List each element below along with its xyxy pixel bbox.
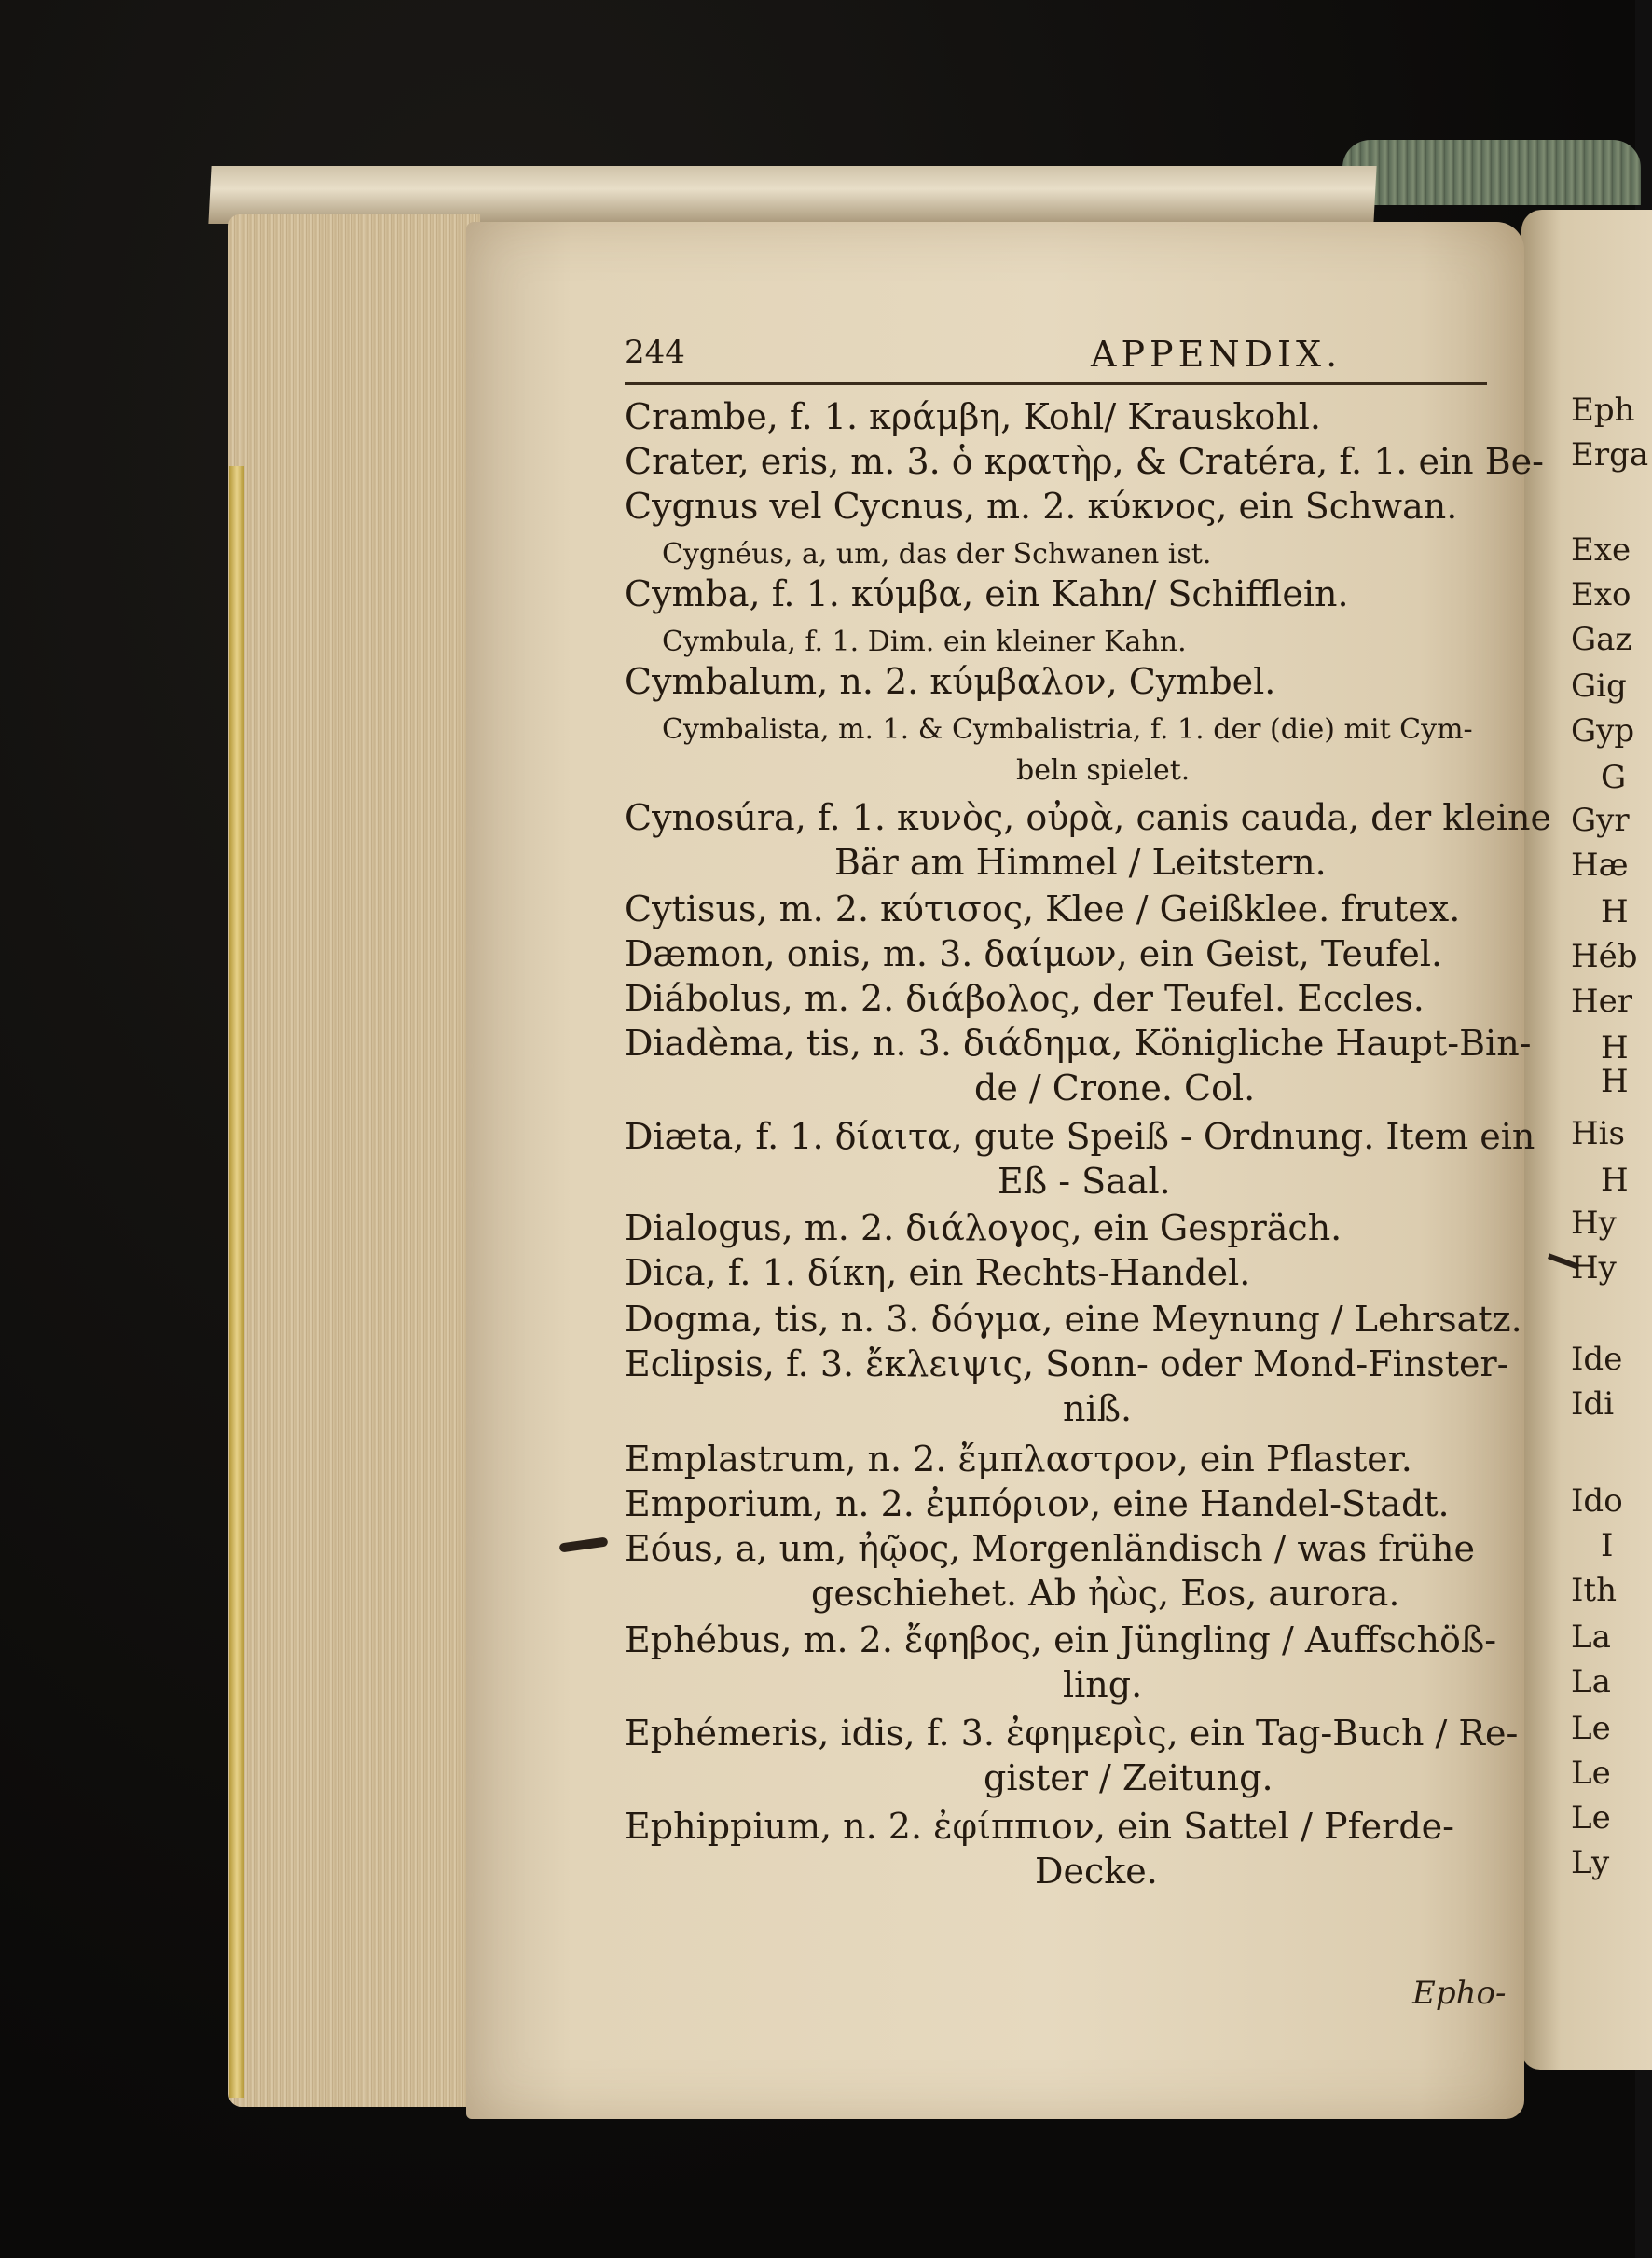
facing-line: Le: [1571, 1710, 1611, 1747]
entry-line: Cygnus vel Cycnus, m. 2. κύκνος, ein Schwan.: [625, 486, 1458, 527]
facing-line: Ith: [1571, 1572, 1617, 1609]
facing-line: Le: [1571, 1799, 1611, 1837]
facing-line: La: [1571, 1618, 1611, 1656]
page-number: 244: [625, 334, 685, 371]
entry-line: Crater, eris, m. 3. ὁ κρατὴρ, & Cratéra, f. 1. ein Be-: [625, 441, 1544, 482]
entry-line: Diábolus, m. 2. διάβολος, der Teufel. Eccles.: [625, 978, 1425, 1019]
entry-line: Cymba, f. 1. κύμβα, ein Kahn/ Schifflein.: [625, 573, 1349, 614]
facing-line: I: [1601, 1527, 1614, 1564]
entry-line: ling.: [1063, 1664, 1143, 1705]
entry-line: de / Crone. Col.: [974, 1067, 1256, 1108]
facing-line: Idi: [1571, 1385, 1615, 1423]
entry-line: Diæta, f. 1. δίαιτα, gute Speiß - Ordnung. Item ein: [625, 1116, 1535, 1157]
facing-line: Hy: [1571, 1205, 1617, 1242]
entry-line: Bär am Himmel / Leitstern.: [834, 842, 1327, 883]
entry-line: geschiehet. Ab ἠὼς, Eos, aurora.: [811, 1573, 1400, 1614]
facing-line: Erga: [1571, 436, 1649, 474]
facing-line: G: [1601, 759, 1627, 796]
entry-line: Decke.: [1035, 1851, 1158, 1892]
entry-line: Cygnéus, a, um, das der Schwanen ist.: [662, 538, 1212, 571]
facing-line: Exe: [1571, 531, 1631, 569]
entry-line: Ephippium, n. 2. ἐφίππιον, ein Sattel / Pferde-: [625, 1806, 1454, 1847]
entry-line: gister / Zeitung.: [984, 1757, 1273, 1798]
facing-line: Hæ: [1571, 847, 1629, 884]
entry-line: niß.: [1063, 1388, 1133, 1429]
header-rule: [625, 382, 1487, 385]
entry-line: Eclipsis, f. 3. ἔκλειψις, Sonn- oder Mond-Finster-: [625, 1343, 1509, 1384]
facing-line: Exo: [1571, 576, 1631, 613]
facing-line: Gig: [1571, 668, 1627, 705]
facing-line: Ly: [1571, 1844, 1610, 1881]
catchword: Epho-: [1412, 1975, 1507, 2012]
facing-line: Eph: [1571, 392, 1635, 429]
facing-line: La: [1571, 1663, 1611, 1700]
entry-line: Cymbula, f. 1. Dim. ein kleiner Kahn.: [662, 626, 1187, 658]
page-block-edge: [228, 214, 480, 2107]
facing-line: Hy: [1571, 1249, 1617, 1287]
entry-line: Emporium, n. 2. ἐμπόριον, eine Handel-Stadt.: [625, 1483, 1450, 1524]
entry-line: Dæmon, onis, m. 3. δαίμων, ein Geist, Teufel.: [625, 933, 1443, 974]
entry-line: Crambe, f. 1. κράμβη, Kohl/ Krauskohl.: [625, 396, 1321, 437]
facing-line: Gyr: [1571, 802, 1630, 839]
entry-line: Dogma, tis, n. 3. δόγμα, eine Meynung / Lehrsatz.: [625, 1299, 1522, 1340]
facing-line: Héb: [1571, 938, 1638, 975]
facing-line: H: [1601, 1063, 1629, 1100]
facing-line: His: [1571, 1115, 1625, 1152]
entry-line: Diadèma, tis, n. 3. διάδημα, Königliche Haupt-Bin-: [625, 1023, 1532, 1064]
facing-line: H: [1601, 1029, 1629, 1067]
entry-line: Cynosúra, f. 1. κυνὸς, οὐρὰ, canis cauda, der kleine: [625, 797, 1551, 838]
entry-line: Eß - Saal.: [998, 1161, 1171, 1202]
section-title: APPENDIX.: [1091, 334, 1342, 375]
running-head: [625, 334, 1501, 380]
entry-line: Cymbalum, n. 2. κύμβαλον, Cymbel.: [625, 661, 1276, 702]
facing-line: H: [1601, 893, 1629, 930]
facing-line: Her: [1571, 983, 1633, 1020]
facing-line: Ido: [1571, 1482, 1623, 1520]
entry-line: Ephébus, m. 2. ἔφηβος, ein Jüngling / Auffschöß-: [625, 1619, 1497, 1660]
gilt-edge: [229, 466, 244, 2098]
printed-text-block: [466, 222, 1551, 2119]
entry-line: Ephémeris, idis, f. 3. ἐφημερὶς, ein Tag-Buch / Re-: [625, 1713, 1519, 1754]
facing-line: H: [1601, 1162, 1629, 1199]
facing-line: Gaz: [1571, 621, 1632, 658]
facing-line: Gyp: [1571, 712, 1635, 750]
entry-line: Emplastrum, n. 2. ἔμπλαστρον, ein Pflaster.: [625, 1439, 1412, 1480]
entry-line: Cytisus, m. 2. κύτισος, Klee / Geißklee. frutex.: [625, 888, 1461, 929]
facing-line: Ide: [1571, 1341, 1623, 1378]
entry-line: beln spielet.: [1016, 754, 1191, 787]
entry-line: Dica, f. 1. δίκη, ein Rechts-Handel.: [625, 1252, 1251, 1293]
headband: [1342, 140, 1641, 205]
entry-line: Eóus, a, um, ἠῷος, Morgenländisch / was frühe: [625, 1528, 1475, 1569]
entry-line: Dialogus, m. 2. διάλογος, ein Gespräch.: [625, 1207, 1342, 1248]
entry-line: Cymbalista, m. 1. & Cymbalistria, f. 1. der (die) mit Cym-: [662, 713, 1473, 746]
facing-line: Le: [1571, 1755, 1611, 1792]
